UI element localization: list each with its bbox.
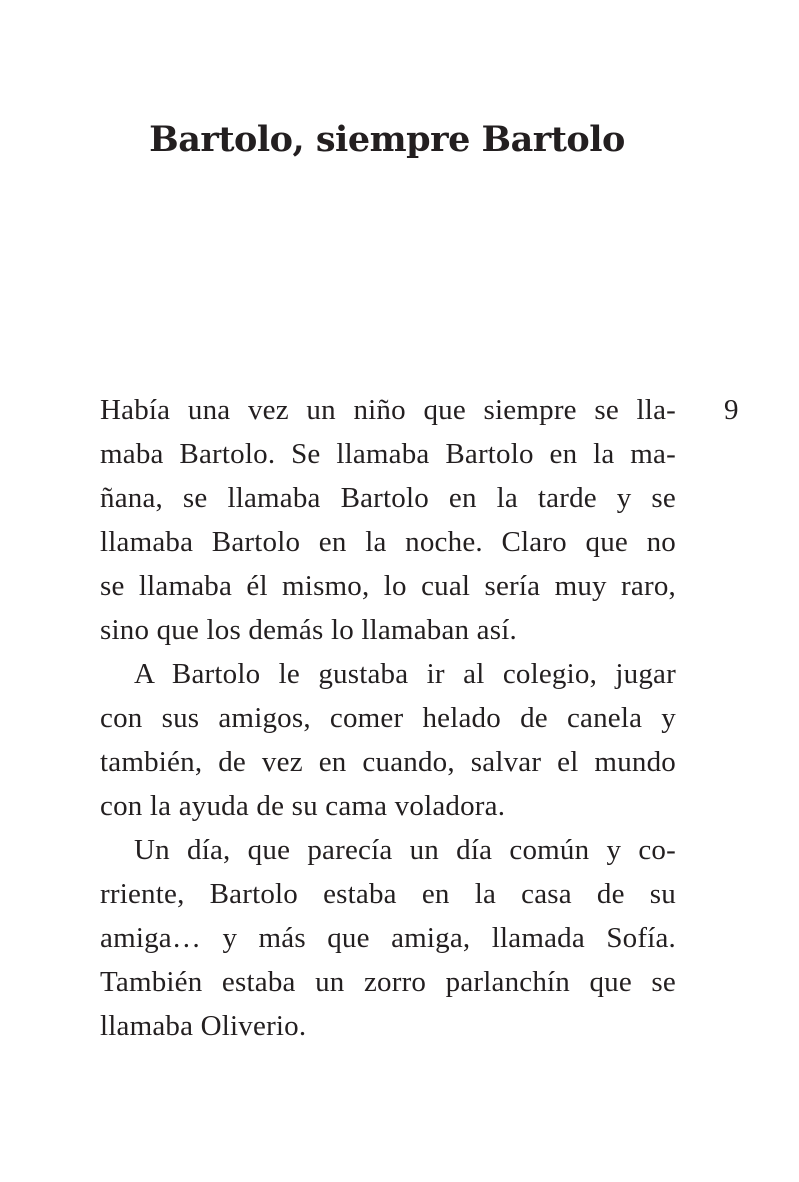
text-line: llamaba Bartolo en la noche. Claro que no — [100, 526, 676, 558]
text-line: A Bartolo le gustaba ir al colegio, jugar — [134, 658, 676, 690]
text-line: Un día, que parecía un día común y co- — [134, 834, 676, 866]
text-line: también, de vez en cuando, salvar el mundo — [100, 746, 676, 778]
body-text — [100, 388, 676, 1048]
text-line: Había una vez un niño que siempre se lla- — [100, 394, 676, 426]
text-line: ñana, se llamaba Bartolo en la tarde y se — [100, 482, 676, 514]
text-line: maba Bartolo. Se llamaba Bartolo en la ma- — [100, 438, 676, 470]
text-line: se llamaba él mismo, lo cual sería muy raro, — [100, 570, 676, 602]
text-line: llamaba Oliverio. — [100, 1010, 307, 1042]
chapter-title: Bartolo, siempre Bartolo — [149, 119, 625, 160]
text-line: También estaba un zorro parlanchín que se — [100, 966, 676, 998]
text-line: sino que los demás lo llamaban así. — [100, 614, 517, 646]
text-line: con la ayuda de su cama voladora. — [100, 790, 506, 822]
text-line: rriente, Bartolo estaba en la casa de su — [100, 878, 676, 910]
page-number: 9 — [724, 394, 739, 426]
text-line: amiga… y más que amiga, llamada Sofía. — [100, 922, 676, 954]
text-line: con sus amigos, comer helado de canela y — [100, 702, 676, 734]
